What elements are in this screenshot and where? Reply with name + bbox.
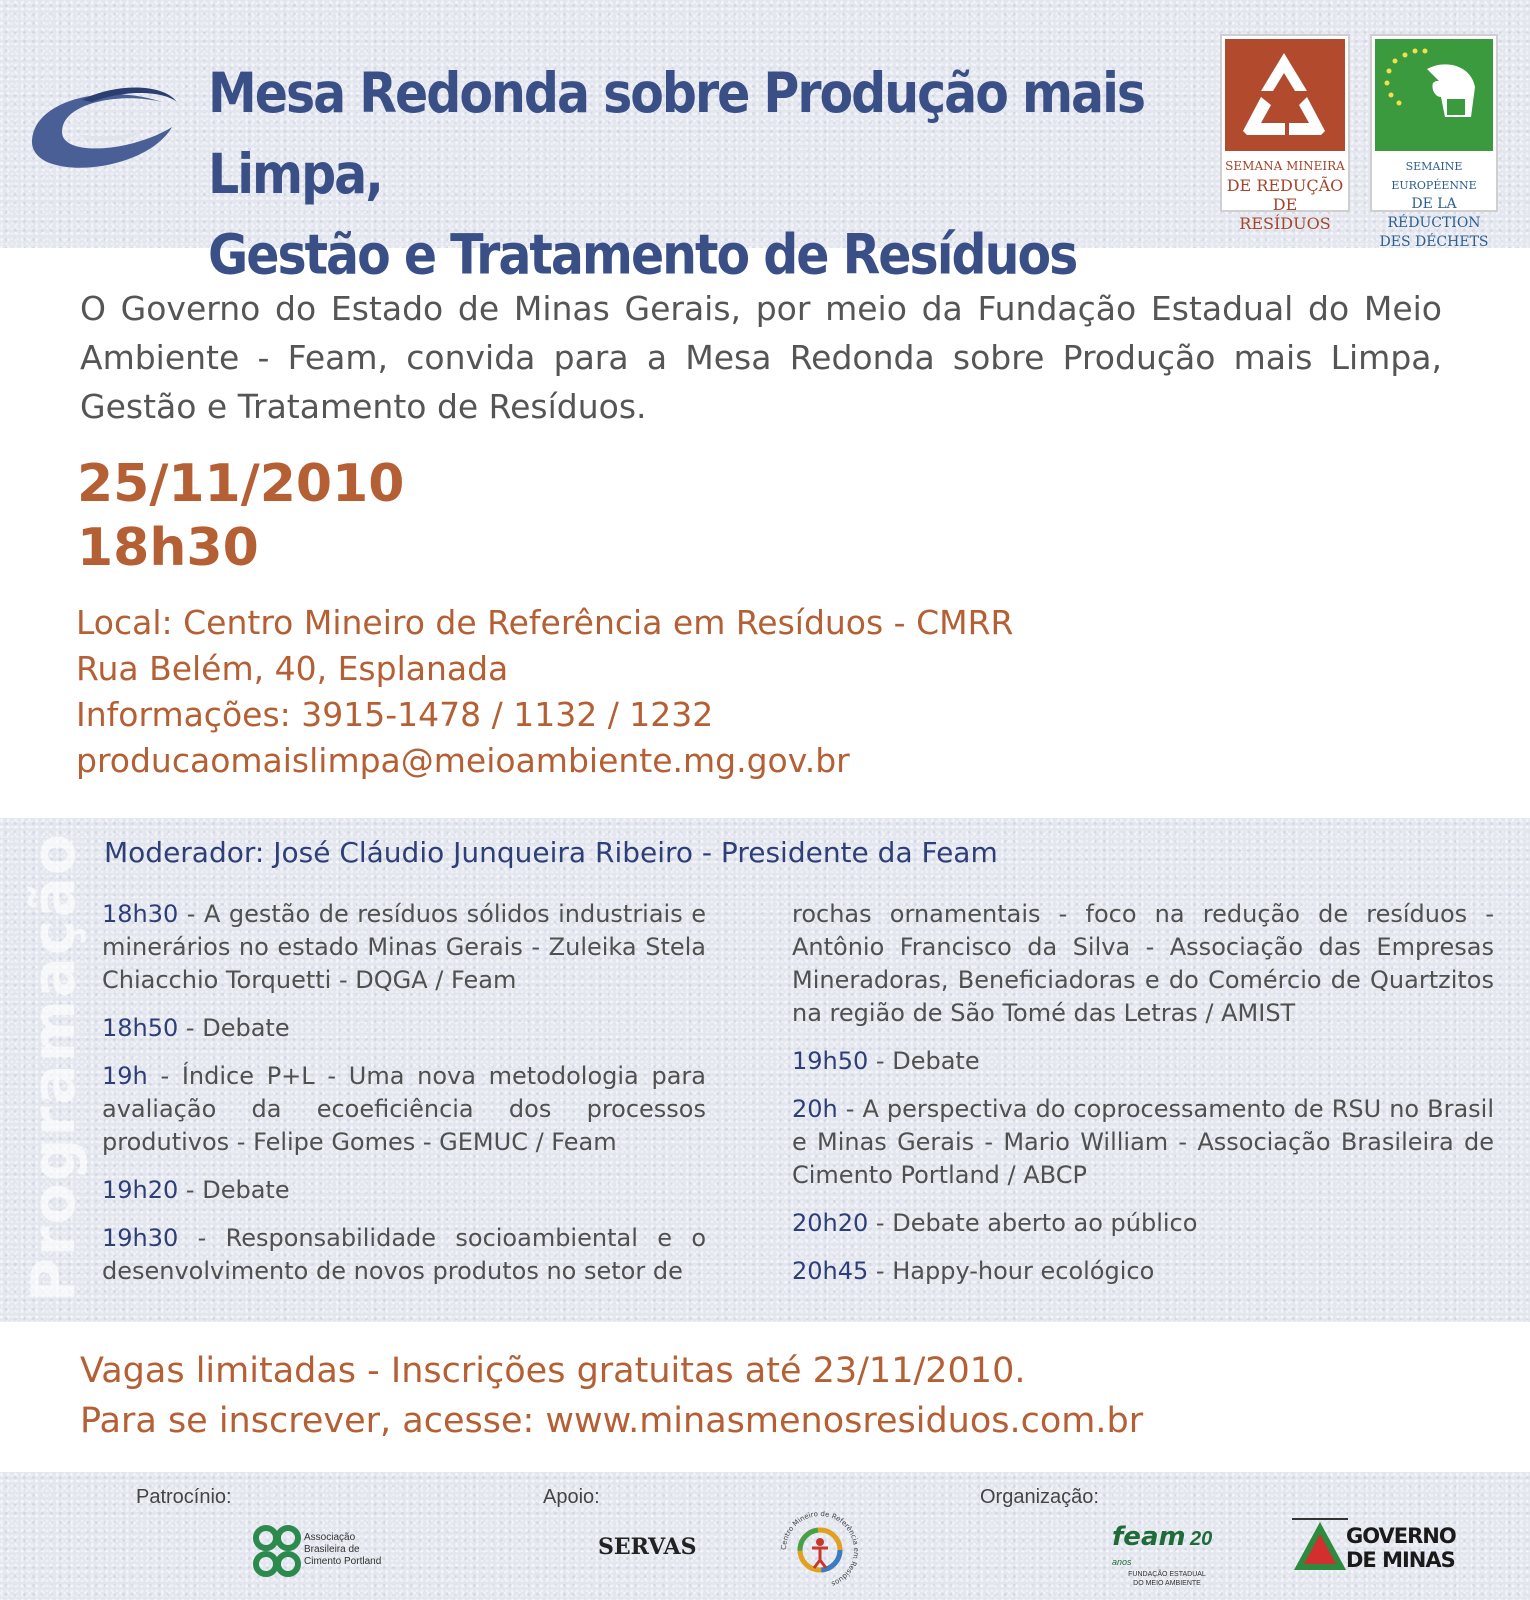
registration-limited: Vagas limitadas - Inscrições gratuitas até 23/11/2010.: [80, 1351, 1026, 1391]
cmrr-logo: [778, 1508, 862, 1592]
program-item: [102, 1174, 706, 1207]
program-item: [792, 1255, 1494, 1288]
program-item-text: - Índice P+L - Uma nova metodologia para avaliação da ecoeficiência dos processos produtivos - Felipe Gomes - GEMUC / Feam: [102, 1062, 706, 1156]
registration-link[interactable]: Para se inscrever, acesse: www.minasmenosresiduos.com.br: [80, 1401, 1144, 1441]
abcp-text-line-3: Cimento Portland: [304, 1556, 382, 1567]
event-datetime: [77, 452, 404, 580]
program-item-text: - A gestão de resíduos sólidos industriais e minerários no estado Minas Gerais - Zuleika Stela Chiacchio Torquetti - DQGA / Feam: [102, 900, 706, 994]
program-item-text: - Debate: [178, 1176, 290, 1204]
program-item: [792, 898, 1494, 1030]
feam-sub-line-2: DO MEIO AMBIENTE: [1133, 1580, 1201, 1587]
event-email-link[interactable]: producaomaislimpa@meioambiente.mg.gov.br: [76, 741, 850, 780]
program-item: [102, 1060, 706, 1159]
event-address: Rua Belém, 40, Esplanada: [76, 649, 509, 688]
badge-europeenne-line-2: DE LA RÉDUCTION: [1387, 196, 1481, 231]
servas-logo: SERVAS: [598, 1534, 697, 1560]
program-item-time: 20h: [792, 1095, 838, 1123]
program-vertical-label: Programação: [19, 831, 89, 1303]
program-item: [102, 1222, 706, 1288]
governo-de-minas-logo: [1292, 1516, 1456, 1582]
title-line-2: Gestão e Tratamento de Resíduos: [208, 223, 1077, 287]
swirl-logo-icon: [22, 62, 182, 182]
program-item-text: - Debate: [868, 1047, 980, 1075]
badge-mineira-line-1: SEMANA MINEIRA: [1225, 159, 1345, 173]
semaine-europeenne-badge: [1370, 34, 1498, 250]
organizacao-label: Organização:: [980, 1486, 1099, 1508]
title-line-1: Mesa Redonda sobre Produção mais Limpa,: [208, 61, 1145, 207]
patrocinio-label: Patrocínio:: [136, 1486, 232, 1508]
program-item-text: - Happy-hour ecológico: [868, 1257, 1155, 1285]
event-local: Local: Centro Mineiro de Referência em Resíduos - CMRR: [76, 603, 1014, 642]
page-title: [208, 54, 1198, 296]
program-section: [0, 818, 1530, 1322]
event-info-phone: Informações: 3915-1478 / 1132 / 1232: [76, 695, 714, 734]
program-item: [792, 1093, 1494, 1192]
program-item-time: 20h45: [792, 1257, 869, 1285]
program-moderator: Moderador: José Cláudio Junqueira Ribeiro - Presidente da Feam: [104, 836, 998, 869]
minas-triangle-icon: [1292, 1516, 1348, 1576]
program-item-time: 19h20: [102, 1176, 179, 1204]
registration-info: [80, 1346, 1143, 1446]
apoio-label: Apoio:: [543, 1486, 600, 1508]
program-item-time: 19h30: [102, 1224, 179, 1252]
program-item-text: - A perspectiva do coprocessamento de RSU no Brasil e Minas Gerais - Mario William - Associação Brasileira de Cimento Portland / ABCP: [792, 1095, 1494, 1189]
abcp-mark-icon: [252, 1524, 302, 1580]
badge-mineira-line-3: DE RESÍDUOS: [1239, 195, 1331, 233]
badge-mineira-line-2: DE REDUÇÃO: [1226, 176, 1344, 195]
badge-europeenne-line-3: DES DÉCHETS: [1379, 234, 1489, 250]
program-item-time: 18h50: [102, 1014, 179, 1042]
gov-text-line-1: GOVERNO: [1346, 1524, 1456, 1548]
badge-europeenne-line-1: SEMAINE EUROPÉENNE: [1391, 160, 1477, 192]
program-item: [102, 898, 706, 997]
program-item-text: - Responsabilidade socioambiental e o desenvolvimento de novos produtos no setor de: [102, 1224, 706, 1285]
program-item: [792, 1045, 1494, 1078]
intro-paragraph: O Governo do Estado de Minas Gerais, por meio da Fundação Estadual do Meio Ambiente - Feam, convida para a Mesa Redonda sobre Produção mais Limpa, Gestão e Tratamento de Resíduos.: [80, 289, 1442, 426]
program-item-text: - Debate aberto ao público: [868, 1209, 1198, 1237]
abcp-logo: [252, 1524, 392, 1580]
feam-logo: [1112, 1522, 1222, 1588]
feam-sub-line-1: FUNDAÇÃO ESTADUAL: [1128, 1571, 1206, 1578]
abcp-text-line-2: Brasileira de: [304, 1544, 360, 1555]
abcp-text-line-1: Associação: [304, 1532, 356, 1543]
event-date: 25/11/2010: [77, 454, 405, 514]
event-venue: [76, 600, 1013, 784]
program-column-left: [102, 898, 706, 1303]
cmrr-ring-text: Centro Mineiro de Referência em Resíduos: [779, 1509, 861, 1588]
feam-years: 20: [1190, 1528, 1213, 1550]
feam-wordmark: feam: [1112, 1522, 1186, 1552]
event-time: 18h30: [77, 518, 259, 578]
program-item-text: - Debate: [178, 1014, 290, 1042]
cmrr-ring-icon: [778, 1508, 862, 1592]
eu-stars-hand-icon: [1375, 39, 1493, 151]
recycle-arrows-icon: [1225, 39, 1345, 151]
feam-years-label: anos: [1112, 1557, 1132, 1567]
program-item-time: 19h50: [792, 1047, 869, 1075]
program-column-right: [792, 898, 1494, 1303]
program-item-time: 18h30: [102, 900, 179, 928]
gov-text-line-2: DE MINAS: [1346, 1548, 1455, 1572]
program-item: [792, 1207, 1494, 1240]
program-item-time: 19h: [102, 1062, 148, 1090]
header-banner: [0, 0, 1530, 287]
program-item: [102, 1012, 706, 1045]
footer-sponsors: [0, 1472, 1530, 1600]
program-item-text: rochas ornamentais - foco na redução de resíduos - Antônio Francisco da Silva - Associação das Empresas Mineradoras, Beneficiadoras e do Comércio de Quartzitos na região de São Tomé das Letras / AMIST: [792, 900, 1494, 1027]
semana-mineira-badge: [1220, 34, 1350, 233]
program-item-time: 20h20: [792, 1209, 869, 1237]
